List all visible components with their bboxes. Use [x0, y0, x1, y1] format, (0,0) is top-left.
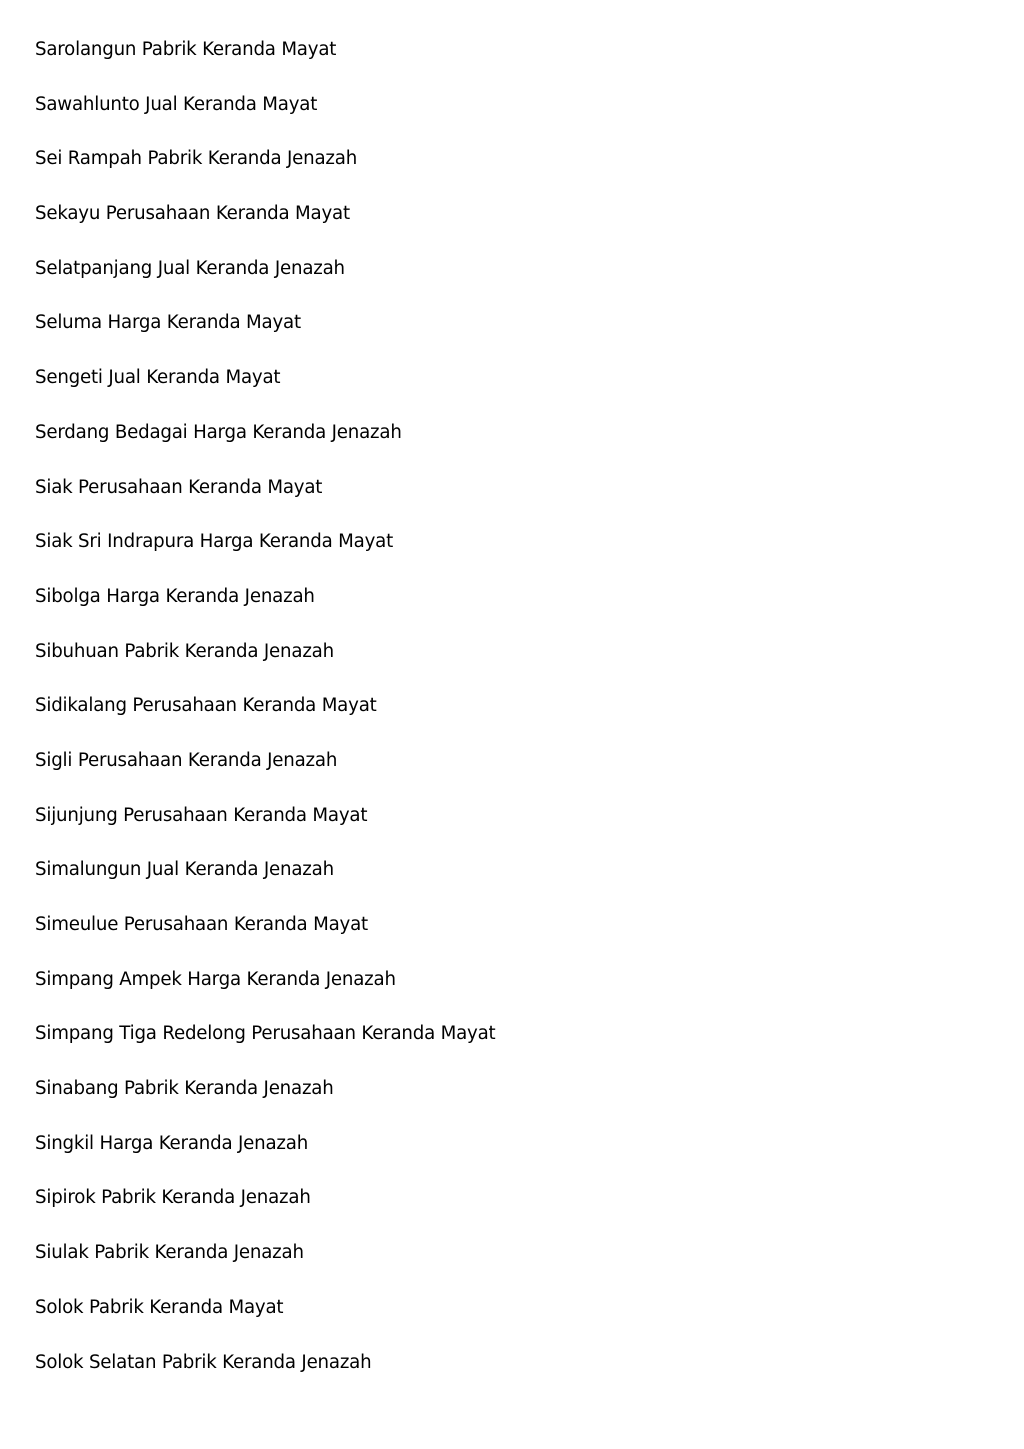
list-item: Siulak Pabrik Keranda Jenazah [35, 1242, 304, 1264]
list-item: Sei Rampah Pabrik Keranda Jenazah [35, 148, 358, 170]
list-item: Simpang Tiga Redelong Perusahaan Keranda Mayat [35, 1023, 496, 1045]
list-item: Sinabang Pabrik Keranda Jenazah [35, 1078, 334, 1100]
keyword-list [35, 36, 495, 1403]
list-item: Sibuhuan Pabrik Keranda Jenazah [35, 640, 334, 662]
list-item: Selatpanjang Jual Keranda Jenazah [35, 257, 345, 279]
list-item: Sigli Perusahaan Keranda Jenazah [35, 749, 338, 771]
list-item: Simalungun Jual Keranda Jenazah [35, 859, 334, 881]
list-item: Solok Pabrik Keranda Mayat [35, 1296, 284, 1318]
list-item: Simeulue Perusahaan Keranda Mayat [35, 914, 368, 935]
list-item: Sipirok Pabrik Keranda Jenazah [35, 1187, 311, 1209]
list-item: Sarolangun Pabrik Keranda Mayat [35, 39, 337, 60]
list-item: Seluma Harga Keranda Mayat [35, 312, 301, 334]
list-item: Sijunjung Perusahaan Keranda Mayat [35, 804, 368, 826]
list-item: Sengeti Jual Keranda Mayat [35, 367, 281, 389]
list-item: Singkil Harga Keranda Jenazah [35, 1132, 309, 1154]
list-item: Siak Sri Indrapura Harga Keranda Mayat [35, 531, 394, 553]
list-item: Sawahlunto Jual Keranda Mayat [35, 93, 318, 115]
list-item: Sekayu Perusahaan Keranda Mayat [35, 203, 350, 225]
list-item: Simpang Ampek Harga Keranda Jenazah [35, 968, 396, 990]
list-item: Sidikalang Perusahaan Keranda Mayat [35, 695, 377, 717]
list-item: Siak Perusahaan Keranda Mayat [35, 476, 323, 498]
list-item: Solok Selatan Pabrik Keranda Jenazah [35, 1351, 372, 1373]
list-item: Sibolga Harga Keranda Jenazah [35, 585, 315, 607]
list-item: Serdang Bedagai Harga Keranda Jenazah [35, 421, 402, 443]
